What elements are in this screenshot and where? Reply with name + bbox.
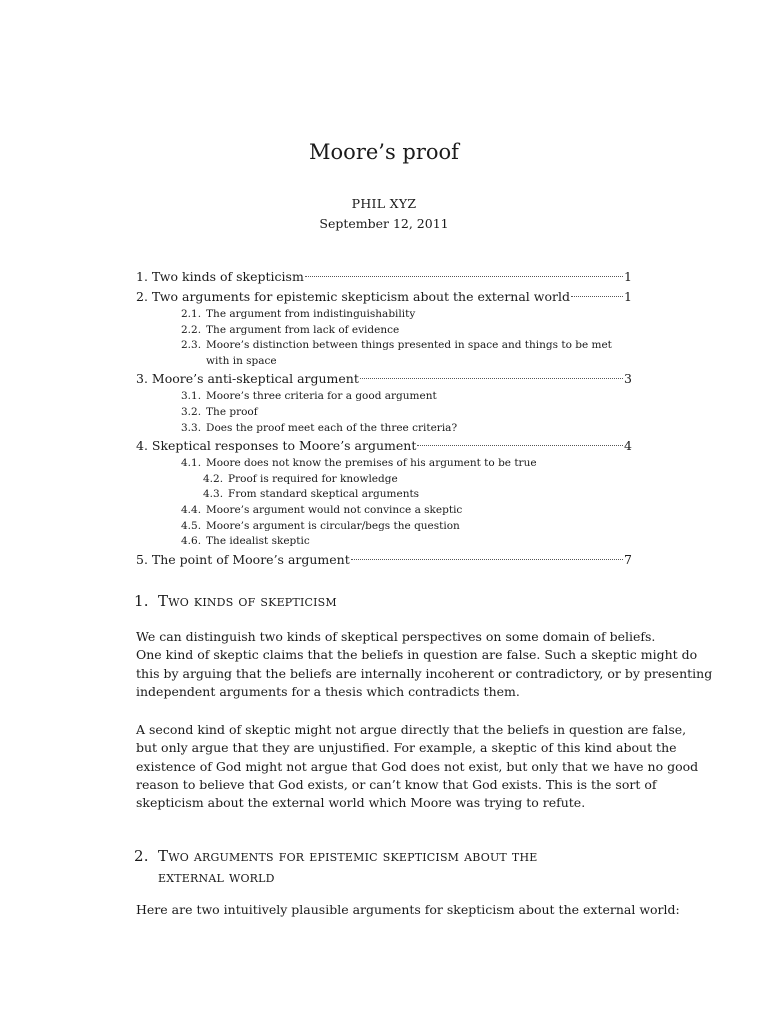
toc-label: 2. Two arguments for epistemic skepticism about the external world xyxy=(136,289,570,304)
toc-leader xyxy=(351,559,623,560)
toc-num: 2.3. xyxy=(181,339,202,352)
toc-label: Moore’s distinction between things presented in space and things to be met with in space xyxy=(206,339,612,367)
toc-label: 5. The point of Moore’s argument xyxy=(136,551,350,567)
toc-entry-2-2[interactable] xyxy=(136,323,632,339)
text-line: skepticism about the external world which Moore was trying to refute. xyxy=(136,795,586,811)
text-line: independent arguments for a thesis which contradicts them. xyxy=(136,683,520,699)
text-line: this by arguing that the beliefs are internally incoherent or contradictory, or by presenting xyxy=(136,665,713,681)
section-title: Two kinds of skepticism xyxy=(158,592,337,610)
toc-label: 4. Skeptical responses to Moore’s argument xyxy=(136,438,417,454)
text-line: but only argue that they are unjustified. For example, a skeptic of this kind about the xyxy=(136,740,677,756)
toc-entry-1[interactable] xyxy=(136,267,632,287)
toc-num: 4.3. xyxy=(203,488,224,501)
toc-num: 4.6. xyxy=(181,535,202,548)
toc-label: The idealist skeptic xyxy=(206,535,310,548)
toc-label: 1. Two kinds of skepticism xyxy=(136,269,304,284)
toc-entry-4-1[interactable] xyxy=(136,456,632,472)
toc-page: 4 xyxy=(624,438,632,454)
toc-num: 4.5. xyxy=(181,519,202,532)
toc-page: 1 xyxy=(624,289,632,304)
toc-num: 4.2. xyxy=(203,472,224,485)
toc-entry-4-4[interactable] xyxy=(136,503,632,519)
toc-label: Does the proof meet each of the three criteria? xyxy=(206,421,458,434)
toc-num: 3.1. xyxy=(181,390,202,403)
toc-label: 3. Moore’s anti-skeptical argument xyxy=(136,371,359,387)
toc-num: 4.4. xyxy=(181,503,202,516)
toc-entry-3-3[interactable] xyxy=(136,421,632,437)
section-title-continued: external world xyxy=(158,868,275,886)
section-1-paragraph-1 xyxy=(136,628,713,701)
toc-num: 3.3. xyxy=(181,421,202,434)
section-1-paragraph-2 xyxy=(136,721,699,812)
section-title: Two arguments for epistemic skepticism about the xyxy=(158,847,538,865)
text-line: One kind of skeptic claims that the beliefs in question are false. Such a skeptic might do xyxy=(136,647,698,663)
toc-entry-2-1[interactable] xyxy=(136,307,632,323)
text-line: Here are two intuitively plausible arguments for skepticism about the external world: xyxy=(136,902,680,917)
section-2-paragraph-1 xyxy=(136,901,680,919)
text-line: reason to believe that God exists, or can’t know that God exists. This is the sort of xyxy=(136,776,657,792)
toc-entry-4-5[interactable] xyxy=(136,519,632,535)
toc-page: 3 xyxy=(624,371,632,387)
toc-leader xyxy=(571,296,623,297)
toc-num: 2.1. xyxy=(181,308,202,320)
toc-label: From standard skeptical arguments xyxy=(228,488,420,501)
toc-label: Moore’s argument would not convince a skeptic xyxy=(206,503,463,516)
toc-label: The argument from indistinguishability xyxy=(206,308,416,320)
toc-label: Moore does not know the premises of his argument to be true xyxy=(206,457,537,470)
toc-entry-4-2[interactable] xyxy=(136,472,632,488)
section-number: 2. xyxy=(134,847,149,865)
toc-label: Proof is required for knowledge xyxy=(228,472,398,485)
toc-num: 3.2. xyxy=(181,405,202,418)
toc-entry-2[interactable] xyxy=(136,287,632,307)
toc-page: 7 xyxy=(624,551,632,567)
toc-label: Moore’s argument is circular/begs the question xyxy=(206,519,460,532)
toc-page: 1 xyxy=(624,269,632,284)
section-2-heading xyxy=(134,846,538,888)
table-of-contents xyxy=(136,267,632,570)
toc-entry-4[interactable] xyxy=(136,436,632,456)
text-line: We can distinguish two kinds of skeptical perspectives on some domain of beliefs. xyxy=(136,629,656,644)
toc-leader xyxy=(360,378,623,379)
section-number: 1. xyxy=(134,592,149,610)
toc-label: Moore’s three criteria for a good argument xyxy=(206,390,437,403)
toc-num: 4.1. xyxy=(181,457,202,470)
document-title: Moore’s proof xyxy=(309,140,459,164)
author: PHIL XYZ xyxy=(351,196,417,211)
toc-leader xyxy=(305,276,623,277)
text-line: A second kind of skeptic might not argue directly that the beliefs in question are false, xyxy=(136,722,687,737)
toc-label: The argument from lack of evidence xyxy=(206,323,400,336)
toc-label: The proof xyxy=(206,405,258,418)
text-line: existence of God might not argue that God does not exist, but only that we have no good xyxy=(136,758,699,774)
toc-leader xyxy=(417,445,623,446)
toc-entry-4-3[interactable] xyxy=(136,487,632,503)
toc-entry-3[interactable] xyxy=(136,369,632,389)
toc-entry-3-2[interactable] xyxy=(136,405,632,421)
toc-entry-3-1[interactable] xyxy=(136,389,632,405)
date: September 12, 2011 xyxy=(319,216,449,231)
toc-num: 2.2. xyxy=(181,323,202,336)
section-1-heading xyxy=(134,591,337,612)
toc-entry-4-6[interactable] xyxy=(136,534,632,550)
toc-entry-2-3[interactable] xyxy=(136,338,621,369)
toc-entry-5[interactable] xyxy=(136,550,632,570)
